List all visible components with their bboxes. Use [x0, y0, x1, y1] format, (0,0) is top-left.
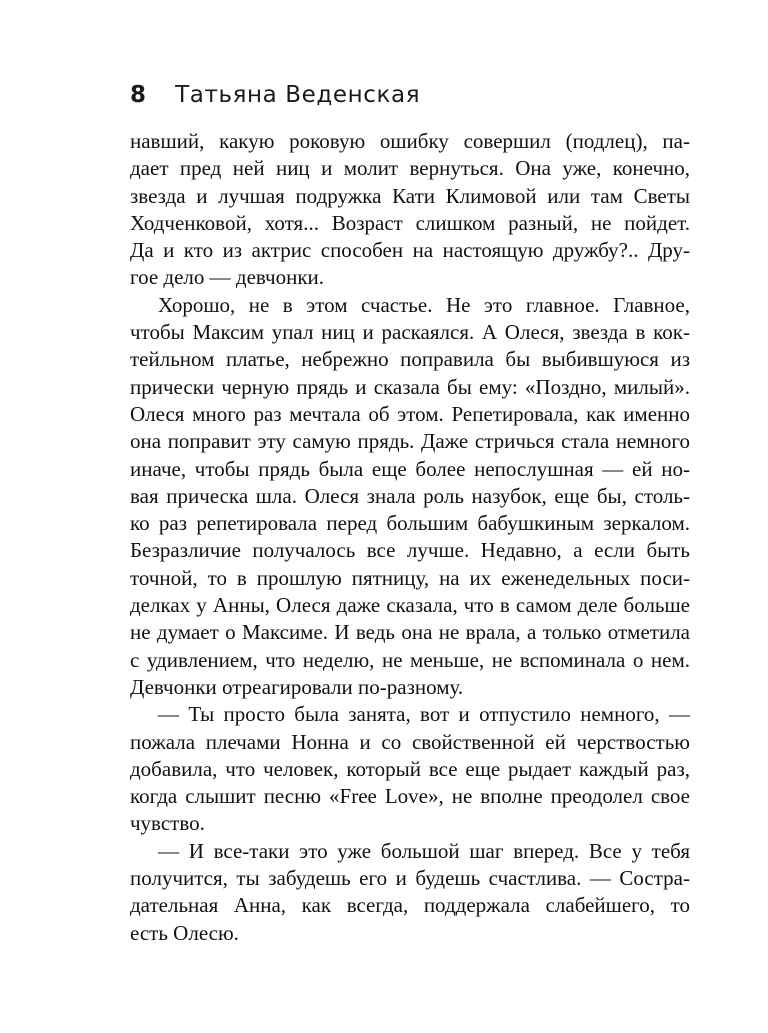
text-line: точной, то в прошлую пятницу, на их еженедельных поси-: [130, 565, 690, 590]
text-line: чувство.: [130, 811, 205, 836]
text-line: тейльном платье, небрежно поправила бы выбившуюся из: [130, 347, 690, 372]
page-number: 8: [130, 82, 147, 108]
text-line: пожала плечами Нонна и со свойственной ей черствостью: [130, 729, 690, 754]
text-line: Хорошо, не в этом счастье. Не это главное. Главное,: [158, 292, 690, 317]
text-line: дает пред ней ниц и молит вернуться. Она уже, конечно,: [130, 156, 690, 181]
text-line: — И все-таки это уже большой шаг вперед. Все у тебя: [158, 838, 690, 863]
text-line: есть Олесю.: [130, 920, 239, 945]
text-line: не думает о Максиме. И ведь она не врала, а только отметила: [130, 620, 690, 645]
text-line: когда слышит песню «Free Love», не вполне преодолел свое: [130, 784, 690, 809]
text-line: Олеся много раз мечтала об этом. Репетировала, как именно: [130, 401, 690, 426]
running-head-author: Татьяна Веденская: [175, 82, 421, 108]
text-line: дательная Анна, как всегда, поддержала слабейшего, то: [130, 893, 690, 918]
text-line: Безразличие получалось все лучше. Недавно, а если быть: [130, 538, 690, 563]
page-header: [130, 82, 690, 118]
text-line: ко раз репетировала перед большим бабушкиным зеркалом.: [130, 511, 690, 536]
text-line: делках у Анны, Олеся даже сказала, что в самом деле больше: [130, 593, 690, 618]
text-line: звезда и лучшая подружка Кати Климовой или там Светы: [130, 183, 690, 208]
text-line: гое дело — девчонки.: [130, 265, 325, 290]
text-line: иначе, чтобы прядь была еще более непослушная — ей но-: [130, 456, 690, 481]
text-line: — Ты просто была занята, вот и отпустило немного, —: [158, 702, 690, 727]
body-text: [130, 128, 690, 947]
text-line: вая прическа шла. Олеся знала роль назубок, еще бы, столь-: [130, 483, 690, 508]
text-line: навший, какую роковую ошибку совершил (подлец), па-: [130, 129, 690, 153]
text-line: добавила, что человек, который все еще рыдает каждый раз,: [130, 756, 690, 781]
text-line: чтобы Максим упал ниц и раскаялся. А Олеся, звезда в кок-: [130, 320, 690, 345]
text-line: Ходченковой, хотя... Возраст слишком разный, не пойдет.: [130, 210, 690, 235]
text-line: она поправит эту самую прядь. Даже стричься стала немного: [130, 429, 690, 454]
text-line: прически черную прядь и сказала бы ему: «Поздно, милый».: [130, 374, 690, 399]
text-line: Да и кто из актрис способен на настоящую дружбу?.. Дру-: [130, 238, 690, 263]
text-line: получится, ты забудешь его и будешь счастлива. — Состра-: [130, 866, 690, 891]
text-line: Девчонки отреагировали по-разному.: [130, 674, 464, 699]
text-line: с удивлением, что неделю, не меньше, не вспоминала о нем.: [130, 647, 690, 672]
